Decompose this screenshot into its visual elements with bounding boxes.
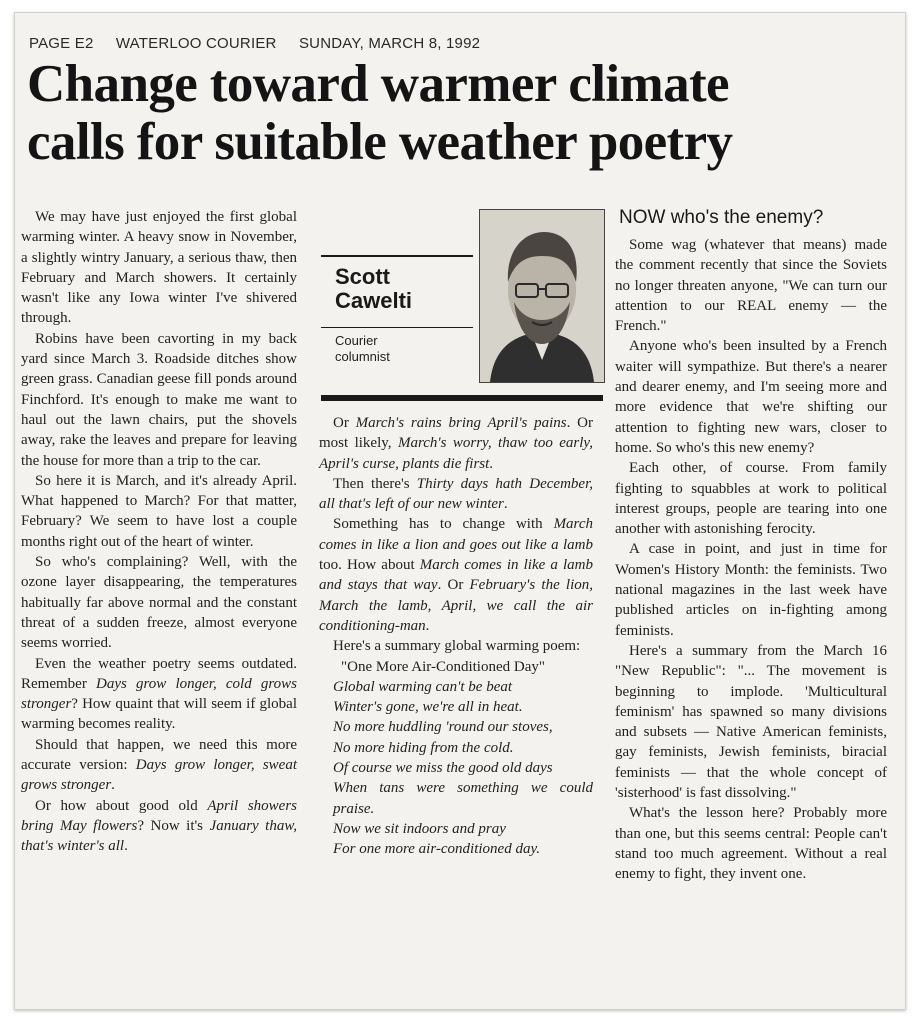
text-run: . Or most likely,	[319, 415, 594, 452]
poem-line: For one more air-conditioned day.	[333, 841, 541, 858]
text-run: Even the weather poetry seems outdated. Remember	[21, 655, 297, 692]
poem-line: Winter's gone, we're all in heat.	[333, 699, 523, 716]
byline-block	[321, 209, 603, 403]
paragraph: So here it is March, and it's already April. What happened to March? For that matter, February? We seem to have lost a couple months right out of the heart of winter.	[21, 472, 297, 550]
paragraph: We may have just enjoyed the first global warming winter. A heavy snow in November, a slightly wintry January, a serious thaw, then February and March showers. It certainly wasn't like any Iowa winter I've shivered through.	[21, 209, 297, 327]
publication-date: SUNDAY, MARCH 8, 1992	[298, 35, 481, 52]
text-run: too. How about	[319, 557, 420, 574]
poem-line: Now we sit indoors and pray	[333, 820, 506, 837]
article-column-1	[21, 207, 297, 857]
text-run: ? Now it's	[137, 817, 210, 834]
poem	[319, 657, 593, 860]
divider	[321, 255, 473, 257]
italic-quote: March comes in like a lion and goes out like a lamb	[319, 516, 593, 553]
text-run: .	[489, 455, 494, 472]
text-run: Then there's	[333, 475, 417, 492]
page-header	[29, 35, 498, 52]
paragraph: A case in point, and just in time for Women's History Month: the feminists. Two national magazines in the last week have published articles on in-fighting among feminists.	[615, 541, 887, 639]
divider	[321, 327, 473, 328]
author-portrait-icon	[480, 210, 604, 382]
headline	[27, 55, 897, 171]
headline-line-1: Change toward warmer climate	[27, 55, 729, 113]
italic-quote: March's rains bring April's pains	[355, 415, 567, 431]
paragraph	[319, 514, 593, 636]
divider	[321, 395, 603, 401]
italic-quote: Thirty days hath December, all that's left of our new winter	[319, 475, 593, 513]
italic-quote: April showers bring May flowers	[21, 797, 297, 834]
poem-title: "One More Air-Conditioned Day"	[341, 658, 545, 675]
text-run: Something has to change with	[333, 516, 554, 533]
paragraph	[21, 796, 297, 857]
paragraph: Here's a summary global warming poem:	[333, 638, 581, 655]
author-last-name: Cawelti	[335, 288, 413, 313]
poem-line: Global warming can't be beat	[333, 678, 513, 695]
paragraph: Each other, of course. From family fighting to squabbles at work to political interest groups, people are tearing into one another with astonishing ferocity.	[615, 460, 887, 538]
section-heading: NOW who's the enemy?	[619, 207, 824, 228]
paragraph	[21, 735, 297, 796]
text-run: Or how about good old	[35, 797, 208, 814]
newspaper-name: WATERLOO COURIER	[115, 35, 277, 52]
poem-line: Of course we miss the good old days	[333, 760, 553, 777]
text-run: .	[503, 496, 508, 513]
paragraph: Anyone who's been insulted by a French waiter will sympathize. But there's a nearer and dearer enemy, and I'm seeing more and more evidence that we're shifting our attention to fighting new wars, closer to home. So who's this new enemy?	[615, 338, 887, 456]
italic-quote: Days grow longer, cold grows stronger	[21, 675, 297, 713]
italic-quote: February's the lion, March the lamb, April, we call the air conditioning-man	[319, 577, 593, 634]
italic-quote: March comes in like a lamb and stays that way	[319, 557, 593, 594]
italic-quote: Days grow longer, sweat grows stronger	[21, 757, 298, 794]
paragraph: Some wag (whatever that means) made the comment recently that since the Soviets no longer threaten anyone, "We can turn our attention to our REAL enemy — the French."	[615, 237, 887, 335]
author-role	[335, 333, 390, 365]
text-run: .	[425, 617, 430, 634]
text-run: Should that happen, we need this more accurate version:	[21, 736, 297, 774]
paragraph: Robins have been cavorting in my back yard since March 3. Roadside ditches show green grass. Canadian geese fill ponds around Finchford. It's enough to make me want to haul out the lawn chairs, put the shovels away, rake the leaves and prepare for leaving the house for more than a trip to the car.	[21, 330, 297, 469]
author-role-line-2: columnist	[335, 349, 390, 364]
author-photo	[479, 209, 605, 383]
headline-line-2: calls for suitable weather poetry	[27, 113, 733, 171]
paragraph	[319, 474, 593, 515]
italic-quote: March's worry, thaw too early, April's curse, plants die first	[319, 435, 593, 472]
text-run: .	[111, 777, 115, 794]
text-run: ? How quaint that will seem if global warming becomes reality.	[21, 696, 297, 733]
poem-line: No more huddling 'round our stoves,	[333, 719, 553, 736]
poem-line: When tans were something we could praise.	[333, 780, 593, 817]
text-run: .	[124, 838, 128, 855]
article-column-2	[319, 413, 593, 860]
paragraph: Here's a summary from the March 16 "New Republic": "... The movement is beginning to implode. 'Multicultural feminism' has spawned so many divisions and subsets — Native American feminists, gay feminists, Jewish feminists, biracial feminists — that the whole concept of 'sisterhood' is fast dissolving."	[615, 642, 887, 802]
author-first-name: Scott	[335, 264, 390, 289]
article-column-3	[615, 235, 887, 885]
newspaper-clipping	[14, 12, 906, 1010]
italic-quote: January thaw, that's winter's all	[21, 817, 297, 855]
paragraph: What's the lesson here? Probably more than one, but this seems central: People can't stand too much agreement. Without a real enemy to fight, they invent one.	[615, 805, 887, 883]
author-role-line-1: Courier	[335, 333, 378, 348]
page-number: PAGE E2	[29, 35, 94, 52]
paragraph: So who's complaining? Well, with the ozone layer disappearing, the temperatures habitually far above normal and the constant threat of a sudden freeze, almost everyone seems worried.	[21, 554, 297, 652]
paragraph	[319, 413, 593, 474]
text-run: . Or	[437, 577, 470, 594]
poem-line: No more hiding from the cold.	[333, 739, 514, 756]
author-name	[335, 265, 412, 313]
paragraph	[21, 654, 297, 735]
text-run: Or	[333, 415, 356, 431]
